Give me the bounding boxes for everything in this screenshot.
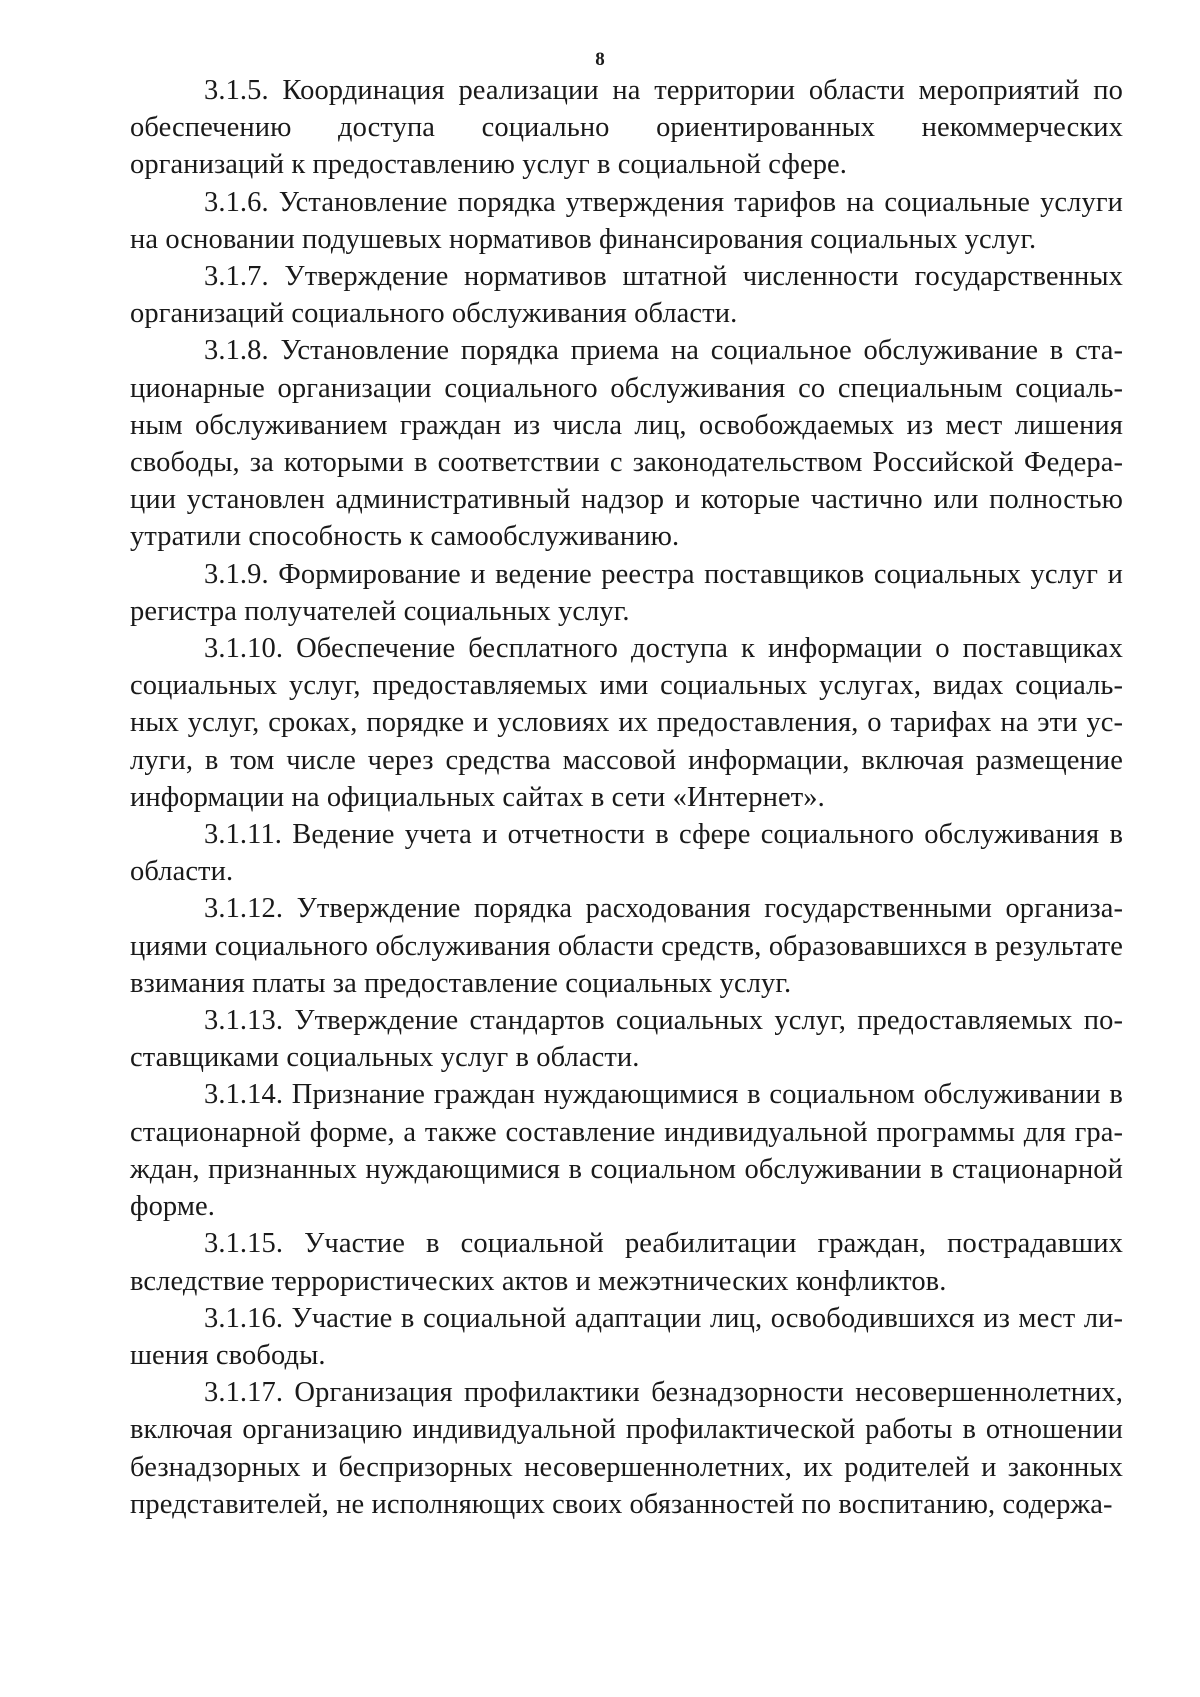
paragraph-3-1-8: 3.1.8. Установление порядка приема на социальное обслуживание в стационарные организации социального обслуживания со специальным социальным обслуживанием граждан из числа лиц, освобождаемых из мест лишения свободы, за которыми в соответствии с законодательством Российской Федерации установлен административный надзор и которые частично или полностью утратили способность к самообслуживанию.: [130, 335, 1123, 553]
paragraph-3-1-9: 3.1.9. Формирование и ведение реестра поставщиков социальных услуг и регистра получателей социальных услуг.: [130, 558, 1123, 627]
paragraph-3-1-5: 3.1.5. Координация реализации на территории области мероприятий по обеспечению доступа социально ориентированных некоммерческих организаций к предоставлению услуг в социальной сфере.: [130, 75, 1123, 181]
paragraph-3-1-12: 3.1.12. Утверждение порядка расходования государственными организациями социального обслуживания области средств, образовавшихся в результате взимания платы за предоставление социальных услуг.: [130, 893, 1123, 999]
paragraph-3-1-11: 3.1.11. Ведение учета и отчетности в сфере социального обслуживания в области.: [130, 819, 1123, 888]
page-number: 8: [595, 49, 605, 70]
paragraph-3-1-16: 3.1.16. Участие в социальной адаптации лиц, освободившихся из мест лишения свободы.: [130, 1302, 1123, 1371]
paragraph-3-1-14: 3.1.14. Признание граждан нуждающимися в социальном обслуживании в стационарной форме, а также составление индивидуальной программы для граждан, признанных нуждающимися в социальном обслуживании в стационарной форме.: [130, 1079, 1123, 1223]
paragraph-3-1-6: 3.1.6. Установление порядка утверждения тарифов на социальные услуги на основании подушевых нормативов финансирования социальных услуг.: [130, 186, 1123, 255]
paragraph-3-1-13: 3.1.13. Утверждение стандартов социальных услуг, предоставляемых поставщиками социальных услуг в области.: [130, 1005, 1123, 1074]
paragraph-3-1-10: 3.1.10. Обеспечение бесплатного доступа к информации о поставщиках социальных услуг, предоставляемых ими социальных услугах, видах социальных услуг, сроках, порядке и условиях их предоставления, о тарифах на эти услуги, в том числе через средства массовой информации, включая размещение информации на официальных сайтах в сети «Интернет».: [130, 633, 1123, 813]
paragraph-3-1-15: 3.1.15. Участие в социальной реабилитации граждан, пострадавших вследствие террористических актов и межэтнических конфликтов.: [130, 1228, 1123, 1297]
paragraph-3-1-7: 3.1.7. Утверждение нормативов штатной численности государственных организаций социального обслуживания области.: [130, 261, 1123, 330]
document-body: [130, 72, 1123, 1523]
paragraph-3-1-17: 3.1.17. Организация профилактики безнадзорности несовершеннолетних, включая организацию индивидуальной профилактической работы в отношении безнадзорных и беспризорных несовершеннолетних, их родителей и законных представителей, не исполняющих своих обязанностей по воспитанию, содержа-: [130, 1377, 1123, 1520]
